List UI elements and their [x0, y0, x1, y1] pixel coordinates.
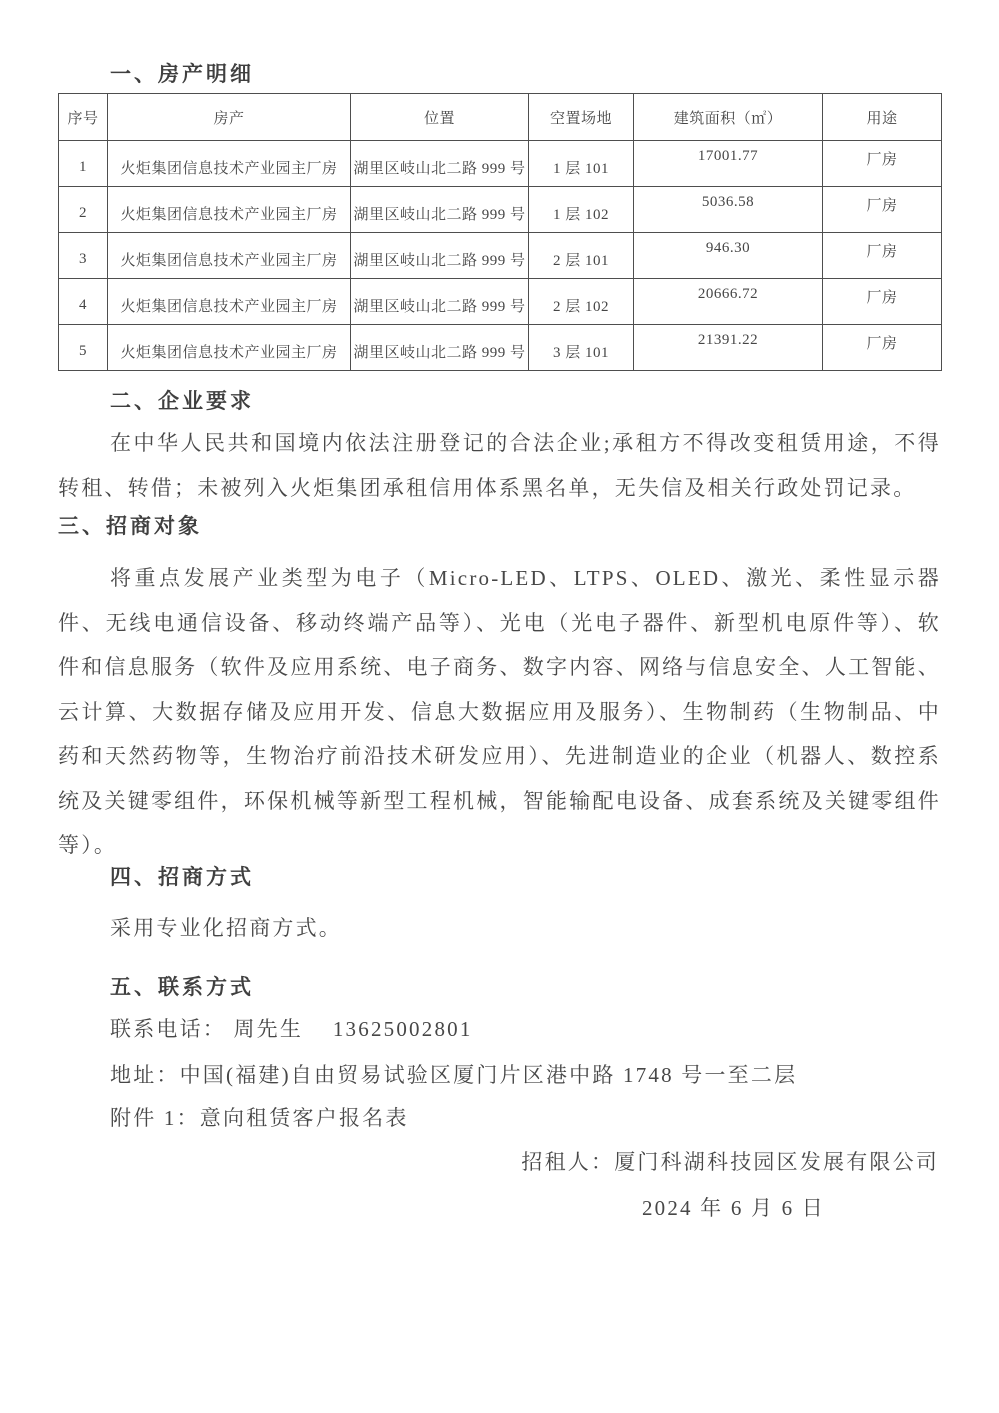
header-cell-building-area: 建筑面积（㎡） — [634, 94, 823, 141]
cell-building-area: 20666.72 — [634, 279, 823, 325]
attachment-line: 附件 1：意向租赁客户报名表 — [110, 1105, 409, 1130]
cell-usage: 厂房 — [823, 279, 942, 325]
section-4-paragraph: 采用专业化招商方式。 — [110, 915, 342, 940]
cell-property: 火炬集团信息技术产业园主厂房 — [108, 187, 351, 233]
cell-building-area: 5036.58 — [634, 187, 823, 233]
cell-location: 湖里区岐山北二路 999 号 — [351, 141, 529, 187]
cell-location: 湖里区岐山北二路 999 号 — [351, 325, 529, 371]
signature-date-line: 2024 年 6 月 6 日 — [641, 1195, 825, 1220]
cell-property: 火炬集团信息技术产业园主厂房 — [108, 279, 351, 325]
table-header-row — [59, 94, 942, 141]
table-row — [59, 279, 942, 325]
section-3-paragraph: 将重点发展产业类型为电子（Micro-LED、LTPS、OLED、激光、柔性显示器件、无线电通信设备、移动终端产品等）、光电（光电子器件、新型机电原件等）、软件和信息服务（软件及应用系统、电子商务、数字内容、网络与信息安全、人工智能、云计算、大数据存储及应用开发、信息大数据应用及服务）、生物制药（生物制品、中药和天然药物等，生物治疗前沿技术研发应用）、先进制造业的企业（机器人、数控系统及关键零组件，环保机械等新型工程机械，智能输配电设备、成套系统及关键零组件等）。 — [58, 566, 941, 857]
table-row — [59, 141, 942, 187]
cell-vacant-site: 3 层 101 — [529, 325, 634, 371]
cell-location: 湖里区岐山北二路 999 号 — [351, 187, 529, 233]
header-cell-location: 位置 — [351, 94, 529, 141]
header-cell-usage: 用途 — [823, 94, 942, 141]
property-table-body — [59, 141, 942, 371]
cell-usage: 厂房 — [823, 233, 942, 279]
cell-usage: 厂房 — [823, 187, 942, 233]
property-table — [58, 93, 942, 371]
cell-no: 2 — [59, 187, 108, 233]
cell-usage: 厂房 — [823, 141, 942, 187]
cell-no: 3 — [59, 233, 108, 279]
property-table-header — [59, 94, 942, 141]
header-cell-no: 序号 — [59, 94, 108, 141]
contact-phone-line: 联系电话： 周先生 13625002801 — [110, 1016, 473, 1041]
cell-location: 湖里区岐山北二路 999 号 — [351, 279, 529, 325]
cell-no: 5 — [59, 325, 108, 371]
cell-building-area: 17001.77 — [634, 141, 823, 187]
cell-no: 1 — [59, 141, 108, 187]
table-row — [59, 233, 942, 279]
cell-property: 火炬集团信息技术产业园主厂房 — [108, 233, 351, 279]
cell-vacant-site: 2 层 102 — [529, 279, 634, 325]
cell-property: 火炬集团信息技术产业园主厂房 — [108, 325, 351, 371]
header-cell-vacant-site: 空置场地 — [529, 94, 634, 141]
table-row — [59, 187, 942, 233]
cell-building-area: 21391.22 — [634, 325, 823, 371]
cell-property: 火炬集团信息技术产业园主厂房 — [108, 141, 351, 187]
cell-building-area: 946.30 — [634, 233, 823, 279]
cell-location: 湖里区岐山北二路 999 号 — [351, 233, 529, 279]
cell-vacant-site: 1 层 101 — [529, 141, 634, 187]
section-4-heading: 四、招商方式 — [110, 864, 254, 889]
header-cell-property: 房产 — [108, 94, 351, 141]
section-3-heading: 三、招商对象 — [58, 514, 202, 538]
cell-vacant-site: 2 层 101 — [529, 233, 634, 279]
contact-address-line: 地址：中国(福建)自由贸易试验区厦门片区港中路 1748 号一至二层 — [110, 1062, 798, 1087]
cell-usage: 厂房 — [823, 325, 942, 371]
lessor-signature-line: 招租人：厦门科湖科技园区发展有限公司 — [521, 1149, 939, 1174]
section-5-heading: 五、联系方式 — [110, 974, 254, 999]
section-1-heading: 一、房产明细 — [110, 62, 254, 86]
cell-no: 4 — [59, 279, 108, 325]
table-row — [59, 325, 942, 371]
section-2-heading: 二、企业要求 — [110, 389, 254, 413]
section-2-paragraph: 在中华人民共和国境内依法注册登记的合法企业;承租方不得改变租赁用途，不得转租、转借；未被列入火炬集团承租信用体系黑名单，无失信及相关行政处罚记录。 — [58, 431, 941, 500]
cell-vacant-site: 1 层 102 — [529, 187, 634, 233]
